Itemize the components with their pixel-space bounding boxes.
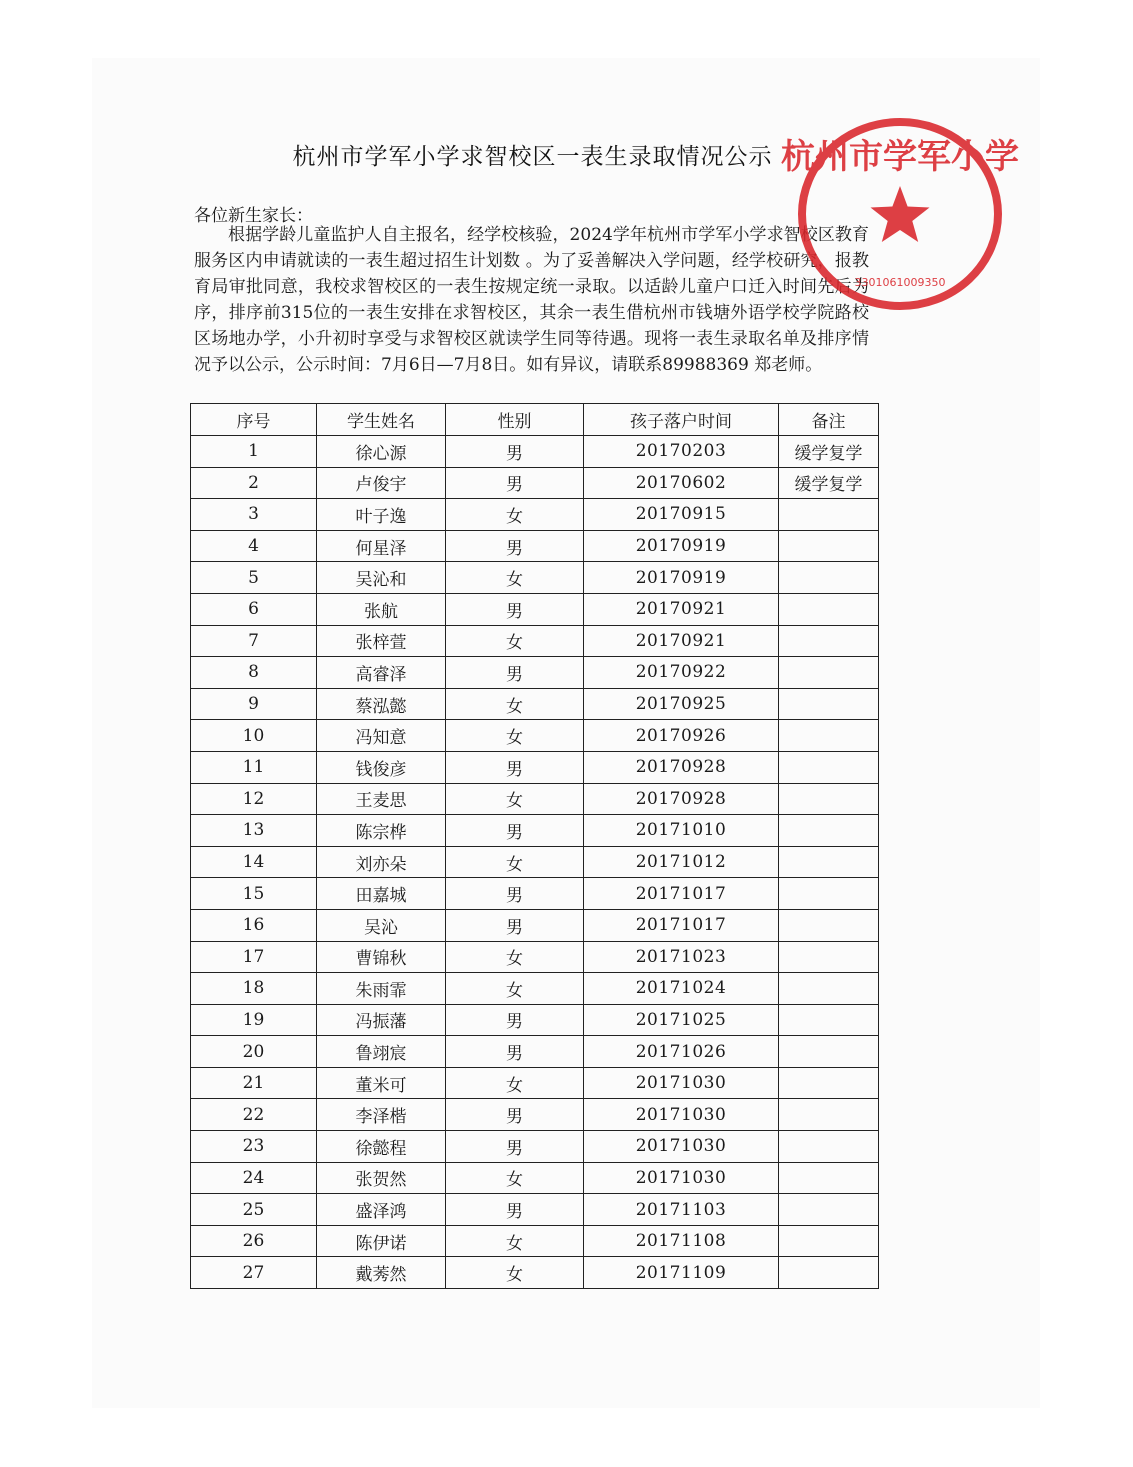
admission-table bbox=[190, 403, 879, 1289]
cell-sex: 女 bbox=[446, 1162, 584, 1194]
table-row bbox=[191, 1225, 879, 1257]
table-row bbox=[191, 751, 879, 783]
cell-seq: 9 bbox=[191, 688, 317, 720]
cell-name: 张航 bbox=[317, 593, 446, 625]
cell-date: 20171023 bbox=[584, 941, 779, 973]
table-row bbox=[191, 783, 879, 815]
cell-name: 张梓萱 bbox=[317, 625, 446, 657]
cell-name: 戴莠然 bbox=[317, 1257, 446, 1289]
cell-seq: 5 bbox=[191, 562, 317, 594]
cell-name: 徐心源 bbox=[317, 436, 446, 468]
header-seq: 序号 bbox=[191, 404, 317, 436]
header-note: 备注 bbox=[779, 404, 879, 436]
table-row bbox=[191, 973, 879, 1005]
cell-name: 张贺然 bbox=[317, 1162, 446, 1194]
cell-sex: 女 bbox=[446, 688, 584, 720]
cell-seq: 23 bbox=[191, 1131, 317, 1163]
cell-seq: 15 bbox=[191, 878, 317, 910]
cell-name: 卢俊宇 bbox=[317, 467, 446, 499]
cell-name: 曹锦秋 bbox=[317, 941, 446, 973]
notice-body: 根据学龄儿童监护人自主报名，经学校核验，2024学年杭州市学军小学求智校区教育服务区内申请就读的一表生超过招生计划数 。为了妥善解决入学问题，经学校研究，报教育局审批同意，我校求智校区的一表生按规定统一录取。以适龄儿童户口迁入时间先后为序，排序前315位的一表生安排在求智校区，其余一表生借杭州市钱塘外语学校学院路校区场地办学，小升初时享受与求智校区就读学生同等待遇。现将一表生录取名单及排序情况予以公示，公示时间：7月6日—7月8日。如有异议，请联系89988369 郑老师。 bbox=[194, 225, 869, 375]
cell-date: 20170928 bbox=[584, 783, 779, 815]
cell-date: 20171025 bbox=[584, 1004, 779, 1036]
cell-sex: 男 bbox=[446, 530, 584, 562]
cell-date: 20170925 bbox=[584, 688, 779, 720]
cell-seq: 26 bbox=[191, 1225, 317, 1257]
table-row bbox=[191, 720, 879, 752]
greeting: 各位新生家长： bbox=[194, 206, 313, 226]
cell-name: 刘亦朵 bbox=[317, 846, 446, 878]
cell-note bbox=[779, 1257, 879, 1289]
cell-seq: 1 bbox=[191, 436, 317, 468]
cell-note bbox=[779, 846, 879, 878]
table-row bbox=[191, 688, 879, 720]
cell-date: 20171108 bbox=[584, 1225, 779, 1257]
cell-seq: 27 bbox=[191, 1257, 317, 1289]
cell-date: 20171026 bbox=[584, 1036, 779, 1068]
cell-sex: 男 bbox=[446, 593, 584, 625]
cell-note bbox=[779, 909, 879, 941]
cell-sex: 女 bbox=[446, 941, 584, 973]
cell-sex: 男 bbox=[446, 467, 584, 499]
cell-sex: 女 bbox=[446, 562, 584, 594]
table-row bbox=[191, 1004, 879, 1036]
cell-note bbox=[779, 1194, 879, 1226]
cell-name: 鲁翊宸 bbox=[317, 1036, 446, 1068]
table-row bbox=[191, 593, 879, 625]
cell-seq: 12 bbox=[191, 783, 317, 815]
cell-name: 李泽楷 bbox=[317, 1099, 446, 1131]
cell-sex: 男 bbox=[446, 1131, 584, 1163]
cell-note bbox=[779, 720, 879, 752]
cell-sex: 女 bbox=[446, 783, 584, 815]
cell-seq: 22 bbox=[191, 1099, 317, 1131]
cell-seq: 7 bbox=[191, 625, 317, 657]
cell-note bbox=[779, 973, 879, 1005]
cell-name: 田嘉城 bbox=[317, 878, 446, 910]
cell-name: 陈宗桦 bbox=[317, 815, 446, 847]
cell-sex: 男 bbox=[446, 909, 584, 941]
cell-note bbox=[779, 1131, 879, 1163]
cell-seq: 8 bbox=[191, 657, 317, 689]
cell-seq: 2 bbox=[191, 467, 317, 499]
table-row bbox=[191, 657, 879, 689]
cell-seq: 13 bbox=[191, 815, 317, 847]
cell-name: 盛泽鸿 bbox=[317, 1194, 446, 1226]
cell-note bbox=[779, 878, 879, 910]
cell-sex: 女 bbox=[446, 1067, 584, 1099]
cell-date: 20170203 bbox=[584, 436, 779, 468]
table-row bbox=[191, 530, 879, 562]
cell-sex: 女 bbox=[446, 720, 584, 752]
table-row bbox=[191, 1036, 879, 1068]
cell-date: 20171017 bbox=[584, 909, 779, 941]
cell-note bbox=[779, 1036, 879, 1068]
header-date: 孩子落户时间 bbox=[584, 404, 779, 436]
cell-seq: 16 bbox=[191, 909, 317, 941]
cell-sex: 女 bbox=[446, 846, 584, 878]
cell-sex: 女 bbox=[446, 1225, 584, 1257]
cell-seq: 14 bbox=[191, 846, 317, 878]
cell-name: 钱俊彦 bbox=[317, 751, 446, 783]
table-row bbox=[191, 878, 879, 910]
cell-date: 20170919 bbox=[584, 530, 779, 562]
cell-name: 叶子逸 bbox=[317, 499, 446, 531]
cell-note bbox=[779, 593, 879, 625]
cell-seq: 21 bbox=[191, 1067, 317, 1099]
cell-note bbox=[779, 1099, 879, 1131]
cell-seq: 19 bbox=[191, 1004, 317, 1036]
cell-date: 20171030 bbox=[584, 1067, 779, 1099]
cell-name: 吴沁 bbox=[317, 909, 446, 941]
table-row bbox=[191, 815, 879, 847]
table-body bbox=[191, 436, 879, 1289]
seal-number: 3301061009350 bbox=[854, 276, 946, 289]
cell-sex: 男 bbox=[446, 1194, 584, 1226]
cell-sex: 女 bbox=[446, 1257, 584, 1289]
page-title: 杭州市学军小学求智校区一表生录取情况公示 bbox=[292, 144, 773, 170]
table-row bbox=[191, 436, 879, 468]
cell-date: 20171103 bbox=[584, 1194, 779, 1226]
cell-sex: 男 bbox=[446, 1099, 584, 1131]
cell-seq: 4 bbox=[191, 530, 317, 562]
cell-note bbox=[779, 657, 879, 689]
header-sex: 性别 bbox=[446, 404, 584, 436]
cell-seq: 18 bbox=[191, 973, 317, 1005]
cell-date: 20170926 bbox=[584, 720, 779, 752]
table-row bbox=[191, 846, 879, 878]
cell-sex: 男 bbox=[446, 657, 584, 689]
table-row bbox=[191, 909, 879, 941]
cell-sex: 男 bbox=[446, 815, 584, 847]
table-row bbox=[191, 467, 879, 499]
cell-date: 20171109 bbox=[584, 1257, 779, 1289]
cell-note bbox=[779, 625, 879, 657]
cell-sex: 男 bbox=[446, 1004, 584, 1036]
cell-date: 20170602 bbox=[584, 467, 779, 499]
cell-date: 20171030 bbox=[584, 1162, 779, 1194]
cell-note bbox=[779, 1067, 879, 1099]
cell-date: 20171010 bbox=[584, 815, 779, 847]
cell-note bbox=[779, 1162, 879, 1194]
cell-note bbox=[779, 562, 879, 594]
cell-name: 朱雨霏 bbox=[317, 973, 446, 1005]
cell-name: 王麦思 bbox=[317, 783, 446, 815]
table-row bbox=[191, 1131, 879, 1163]
cell-seq: 6 bbox=[191, 593, 317, 625]
cell-name: 吴沁和 bbox=[317, 562, 446, 594]
cell-note bbox=[779, 499, 879, 531]
cell-note bbox=[779, 530, 879, 562]
cell-date: 20170928 bbox=[584, 751, 779, 783]
cell-date: 20170915 bbox=[584, 499, 779, 531]
cell-seq: 24 bbox=[191, 1162, 317, 1194]
cell-seq: 17 bbox=[191, 941, 317, 973]
table-row bbox=[191, 499, 879, 531]
cell-seq: 25 bbox=[191, 1194, 317, 1226]
table-row bbox=[191, 1067, 879, 1099]
cell-date: 20171024 bbox=[584, 973, 779, 1005]
cell-name: 高睿泽 bbox=[317, 657, 446, 689]
cell-sex: 女 bbox=[446, 499, 584, 531]
cell-seq: 3 bbox=[191, 499, 317, 531]
cell-date: 20171012 bbox=[584, 846, 779, 878]
cell-name: 徐懿程 bbox=[317, 1131, 446, 1163]
table-row bbox=[191, 941, 879, 973]
cell-seq: 20 bbox=[191, 1036, 317, 1068]
cell-note: 缓学复学 bbox=[779, 436, 879, 468]
cell-note bbox=[779, 688, 879, 720]
table-row bbox=[191, 625, 879, 657]
cell-note bbox=[779, 815, 879, 847]
table-header-row bbox=[191, 404, 879, 436]
cell-seq: 10 bbox=[191, 720, 317, 752]
cell-name: 何星泽 bbox=[317, 530, 446, 562]
cell-name: 董米可 bbox=[317, 1067, 446, 1099]
cell-sex: 男 bbox=[446, 1036, 584, 1068]
cell-name: 陈伊诺 bbox=[317, 1225, 446, 1257]
cell-date: 20170922 bbox=[584, 657, 779, 689]
cell-note bbox=[779, 1004, 879, 1036]
header-name: 学生姓名 bbox=[317, 404, 446, 436]
table-row bbox=[191, 1162, 879, 1194]
cell-date: 20170919 bbox=[584, 562, 779, 594]
cell-name: 蔡泓懿 bbox=[317, 688, 446, 720]
cell-sex: 男 bbox=[446, 751, 584, 783]
cell-date: 20170921 bbox=[584, 593, 779, 625]
table-row bbox=[191, 1194, 879, 1226]
cell-seq: 11 bbox=[191, 751, 317, 783]
seal-text: 杭州市学军小学 bbox=[781, 137, 1019, 177]
cell-note: 缓学复学 bbox=[779, 467, 879, 499]
cell-date: 20171030 bbox=[584, 1099, 779, 1131]
table-row bbox=[191, 562, 879, 594]
cell-name: 冯知意 bbox=[317, 720, 446, 752]
cell-date: 20171017 bbox=[584, 878, 779, 910]
cell-note bbox=[779, 1225, 879, 1257]
table-row bbox=[191, 1099, 879, 1131]
cell-sex: 男 bbox=[446, 878, 584, 910]
cell-sex: 女 bbox=[446, 973, 584, 1005]
cell-note bbox=[779, 783, 879, 815]
cell-note bbox=[779, 941, 879, 973]
cell-sex: 男 bbox=[446, 436, 584, 468]
cell-sex: 女 bbox=[446, 625, 584, 657]
table-row bbox=[191, 1257, 879, 1289]
cell-note bbox=[779, 751, 879, 783]
cell-name: 冯振藩 bbox=[317, 1004, 446, 1036]
cell-date: 20171030 bbox=[584, 1131, 779, 1163]
cell-date: 20170921 bbox=[584, 625, 779, 657]
